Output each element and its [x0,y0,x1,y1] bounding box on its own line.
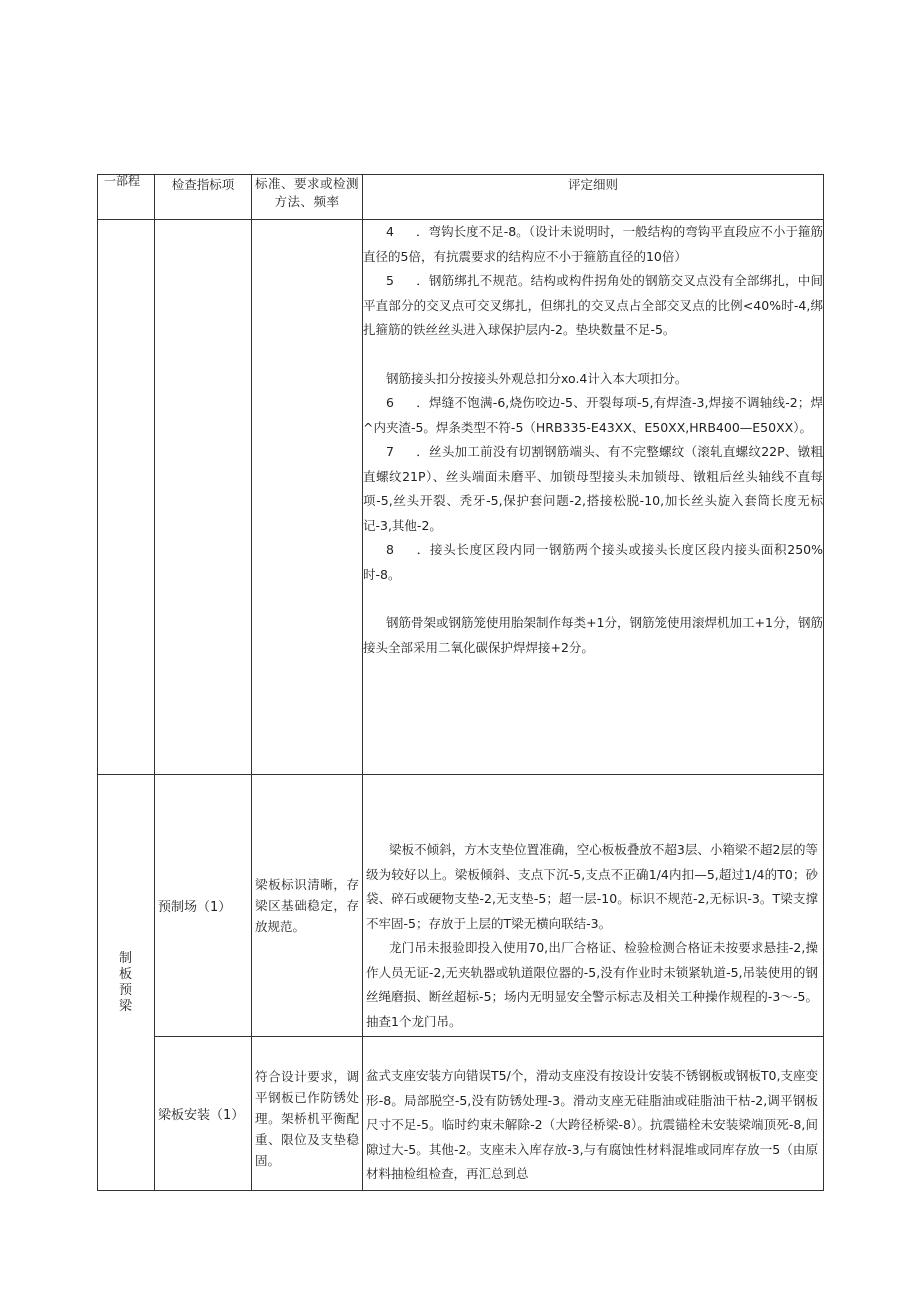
prefab-rule-cell [363,775,824,1037]
rebar-standard-cell [252,220,363,775]
rebar-part-cell [98,220,155,775]
joint-intro: 钢筋接头扣分按接头外观总扣分xo.4计入本大项扣分。 [386,370,688,386]
prefab-standard-cell: 梁板标识清晰，存梁区基础稳定，存放规范。 [252,775,363,1037]
section-label: 制板预梁 [119,950,135,1014]
rebar-item-cell [155,220,252,775]
prefab-rule-a: 梁板不倾斜，方木支垫位置准确，空心板板叠放不超3层、小箱梁不超2层的等级为较好以上。梁板倾斜、支点下沉-5,支点不正确1/4内扣—5,超过1/4的T0；砂袋、碎石或硬物支垫-2,无支垫-5；超一层-10。标识不规范-2,无标识-3。T梁支撑不牢固-5；存放于上层的T梁无横向联结-3。 [366,842,818,931]
install-standard-cell: 符合设计要求，调平钢板已作防锈处理。架桥机平衡配重、限位及支垫稳固。 [252,1037,363,1191]
header-item-cell: 检查指标项 [155,175,252,220]
rule-item-8: 8 ．接头长度区段内同一钢筋两个接头或接头长度区段内接头面积250%时-8。 [363,542,823,582]
rule-item-6: 6 ．焊缝不饱满-6,烧伤咬边-5、开裂每项-5,有焊渣-3,焊接不调轴线-2；焊^内夹渣-5。焊条类型不符-5（HRB335-E43XX、E50XX,HRB400—E50XX）。 [363,395,823,435]
rule-item-5: 5 ．钢筋绑扎不规范。结构或构件拐角处的钢筋交叉点没有全部绑扎，中间平直部分的交叉点可交叉绑扎，但绑扎的交叉点占全部交叉点的比例<40%时-4,绑扎箍筋的铁丝丝头进入球保护层内-2。垫块数量不足-5。 [363,273,823,337]
header-rule-cell: 评定细则 [363,175,824,220]
install-item-cell: 梁板安装（1） [155,1037,252,1191]
rebar-row [98,220,824,775]
rule-item-4: 4 ．弯钩长度不足-8。（设计未说明时，一般结构的弯钩平直段应不小于箍筋直径的5倍，有抗震要求的结构应不小于箍筋直径的10倍） [363,224,823,264]
install-row [98,1037,824,1191]
install-rule-cell: 盆式支座安装方向错误T5/个，滑动支座没有按设计安装不锈钢板或钢板T0,支座变形-8。局部脱空-5,没有防锈处理-3。滑动支座无硅脂油或硅脂油干枯-2,调平钢板尺寸不足-5。临时约束未解除-2（大跨径桥梁-8）。抗震锚栓未安装梁端顶死-8,间隙过大-5。其他-2。支座未入库存放-3,与有腐蚀性材料混堆或同库存放一5（由原材料抽检组检查，再汇总到总 [363,1037,824,1191]
header-standard-cell: 标准、要求或检测方法、频率 [252,175,363,220]
section-label-cell [98,775,155,1191]
prefab-rule-b: 龙门吊未报验即投入使用70,出厂合格证、检验检测合格证未按要求悬挂-2,操作人员无证-2,无夹轨器或轨道限位器的-5,没有作业时未锁紧轨道-5,吊装使用的钢丝绳磨损、断丝超标-5；场内无明显安全警示标志及相关工种操作规程的-3〜-5。抽查1个龙门吊。 [366,940,818,1029]
header-row [98,175,824,220]
prefab-item-cell: 预制场（1） [155,775,252,1037]
inspection-table [97,174,824,1191]
header-part-cell: 一部程 [98,175,155,220]
rule-item-7: 7 ．丝头加工前没有切割钢筋端头、有不完整螺纹（滚轧直螺纹22P、镦粗直螺纹21P）、丝头端面未磨平、加锁母型接头未加锁母、镦粗后丝头轴线不直每项-5,丝头开裂、秃牙-5,保护套问题-2,搭接松脱-10,加长丝头旋入套筒长度无标记-3,其他-2。 [363,444,823,533]
rebar-rule-cell [363,220,824,775]
bonus-text: 钢筋骨架或钢筋笼使用胎架制作每类+1分，钢筋笼使用滚焊机加工+1分，钢筋接头全部采用二氧化碳保护焊焊接+2分。 [363,615,823,655]
prefab-row [98,775,824,1037]
